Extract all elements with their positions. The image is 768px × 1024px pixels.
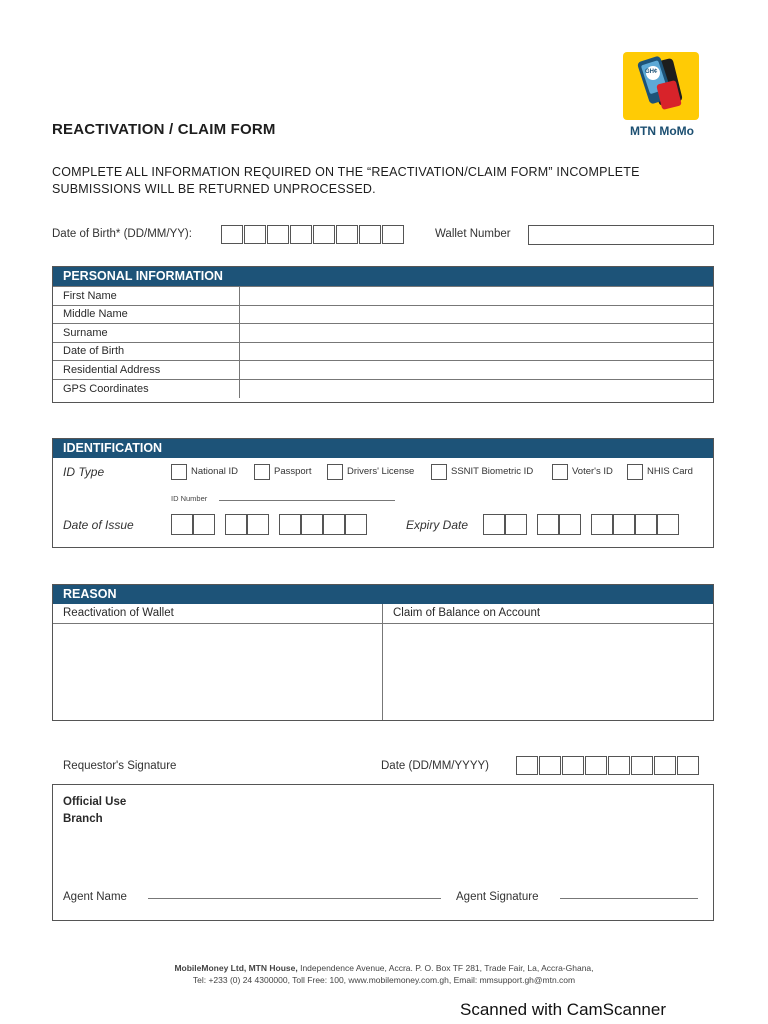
digit-box[interactable] — [635, 514, 657, 535]
digit-box[interactable] — [221, 225, 243, 244]
option-national-id[interactable] — [171, 463, 238, 481]
row-label: Middle Name — [53, 305, 239, 324]
digit-box[interactable] — [537, 514, 559, 535]
digit-box[interactable] — [193, 514, 215, 535]
option-voters-id[interactable] — [552, 463, 613, 481]
footer-address-text: Independence Avenue, Accra. P. O. Box TF 281, Trade Fair, La, Accra-Ghana, — [297, 963, 594, 973]
row-label: GPS Coordinates — [53, 379, 239, 398]
digit-box[interactable] — [225, 514, 247, 535]
digit-box[interactable] — [323, 514, 345, 535]
branch-label: Branch — [63, 813, 103, 825]
checkbox[interactable] — [627, 464, 643, 480]
agent-name-label: Agent Name — [63, 891, 127, 903]
mtn-momo-logo — [623, 52, 699, 120]
digit-box[interactable] — [608, 756, 630, 775]
wallet-label: Wallet Number — [435, 228, 511, 240]
expiry-date-label: Expiry Date — [406, 518, 469, 532]
brand-name: MTN MoMo — [630, 124, 694, 138]
digit-box[interactable] — [345, 514, 367, 535]
option-ssnit-biometric-id[interactable] — [431, 463, 533, 481]
wallet-number-field[interactable] — [528, 225, 714, 245]
digit-box[interactable] — [267, 225, 289, 244]
option-label: Passport — [274, 466, 312, 478]
expiry-date-boxes[interactable] — [483, 514, 679, 535]
instruction-line-1: COMPLETE ALL INFORMATION REQUIRED ON THE “REACTIVATION/CLAIM FORM” INCOMPLETE — [52, 165, 640, 179]
digit-box[interactable] — [562, 756, 584, 775]
footer-address — [0, 963, 768, 973]
id-type-label: ID Type — [63, 465, 105, 479]
official-use-title: Official Use — [63, 796, 127, 808]
reason-heading-text: REASON — [63, 587, 117, 601]
table-row — [53, 342, 713, 361]
identification-heading-text: IDENTIFICATION — [63, 441, 163, 455]
signature-date-label: Date (DD/MM/YYYY) — [381, 760, 489, 772]
digit-box[interactable] — [613, 514, 635, 535]
table-row — [53, 287, 713, 306]
gps-coordinates-field[interactable] — [239, 379, 713, 398]
digit-box[interactable] — [677, 756, 699, 775]
row-label: Date of Birth — [53, 342, 239, 361]
row-label: First Name — [53, 287, 239, 306]
id-number-label: ID Number — [171, 494, 208, 503]
personal-info-heading-text: PERSONAL INFORMATION — [63, 269, 223, 283]
camscanner-watermark: Scanned with CamScanner — [460, 1000, 667, 1019]
signature-date-boxes[interactable] — [516, 756, 700, 775]
reason-heading — [53, 585, 713, 604]
digit-box[interactable] — [657, 514, 679, 535]
digit-box[interactable] — [313, 225, 335, 244]
digit-box[interactable] — [539, 756, 561, 775]
personal-info-heading — [53, 267, 713, 286]
residential-address-field[interactable] — [239, 361, 713, 380]
surname-field[interactable] — [239, 324, 713, 343]
checkbox[interactable] — [254, 464, 270, 480]
dob-boxes[interactable] — [221, 225, 405, 244]
table-row — [53, 324, 713, 343]
option-passport[interactable] — [254, 463, 312, 481]
option-label: National ID — [191, 466, 238, 478]
digit-box[interactable] — [382, 225, 404, 244]
personal-info-table — [53, 286, 713, 398]
instruction-line-2: SUBMISSIONS WILL BE RETURNED UNPROCESSED. — [52, 182, 376, 196]
date-of-issue-label: Date of Issue — [63, 518, 134, 532]
digit-box[interactable] — [247, 514, 269, 535]
official-use-section — [52, 784, 714, 921]
digit-box[interactable] — [359, 225, 381, 244]
first-name-field[interactable] — [239, 287, 713, 306]
reactivation-column[interactable] — [53, 604, 383, 720]
table-row — [53, 305, 713, 324]
agent-name-line[interactable] — [148, 898, 441, 899]
digit-box[interactable] — [290, 225, 312, 244]
middle-name-field[interactable] — [239, 305, 713, 324]
reason-section — [52, 584, 714, 721]
row-label: Surname — [53, 324, 239, 343]
option-nhis-card[interactable] — [627, 463, 693, 481]
reason-columns — [53, 604, 713, 720]
dob-label: Date of Birth* (DD/MM/YY): — [52, 228, 192, 240]
digit-box[interactable] — [301, 514, 323, 535]
digit-box[interactable] — [505, 514, 527, 535]
instructions — [52, 164, 722, 198]
footer-company: MobileMoney Ltd, MTN House, — [174, 963, 298, 973]
option-drivers-license[interactable] — [327, 463, 414, 481]
id-number-line[interactable] — [219, 500, 395, 501]
table-row — [53, 361, 713, 380]
personal-info-section — [52, 266, 714, 403]
checkbox[interactable] — [327, 464, 343, 480]
form-title: REACTIVATION / CLAIM FORM — [52, 121, 276, 138]
reactivation-label: Reactivation of Wallet — [53, 604, 382, 624]
digit-box[interactable] — [585, 756, 607, 775]
option-label: SSNIT Biometric ID — [451, 466, 534, 478]
claim-label: Claim of Balance on Account — [383, 604, 713, 624]
table-row — [53, 379, 713, 398]
date-of-issue-boxes[interactable] — [171, 514, 367, 535]
logo-badge-text: GH¢ — [645, 69, 658, 75]
digit-box[interactable] — [171, 514, 193, 535]
digit-box[interactable] — [559, 514, 581, 535]
digit-box[interactable] — [244, 225, 266, 244]
digit-box[interactable] — [654, 756, 676, 775]
digit-box[interactable] — [631, 756, 653, 775]
digit-box[interactable] — [483, 514, 505, 535]
checkbox[interactable] — [552, 464, 568, 480]
digit-box[interactable] — [516, 756, 538, 775]
agent-signature-label: Agent Signature — [456, 891, 539, 903]
option-label: Drivers' License — [347, 466, 415, 478]
option-label: NHIS Card — [647, 466, 693, 478]
option-label: Voter's ID — [572, 466, 613, 478]
identification-heading — [53, 439, 713, 458]
agent-signature-line[interactable] — [560, 898, 698, 899]
phone-wallet-icon — [623, 52, 699, 120]
digit-box[interactable] — [336, 225, 358, 244]
date-of-birth-field[interactable] — [239, 342, 713, 361]
row-label: Residential Address — [53, 361, 239, 380]
checkbox[interactable] — [431, 464, 447, 480]
claim-column[interactable] — [383, 604, 713, 720]
requestor-signature-label: Requestor's Signature — [63, 760, 177, 772]
footer-contact: Tel: +233 (0) 24 4300000, Toll Free: 100, www.mobilemoney.com.gh, Email: mmsupport.gh@mtn.com — [192, 975, 576, 985]
digit-box[interactable] — [591, 514, 613, 535]
checkbox[interactable] — [171, 464, 187, 480]
digit-box[interactable] — [279, 514, 301, 535]
